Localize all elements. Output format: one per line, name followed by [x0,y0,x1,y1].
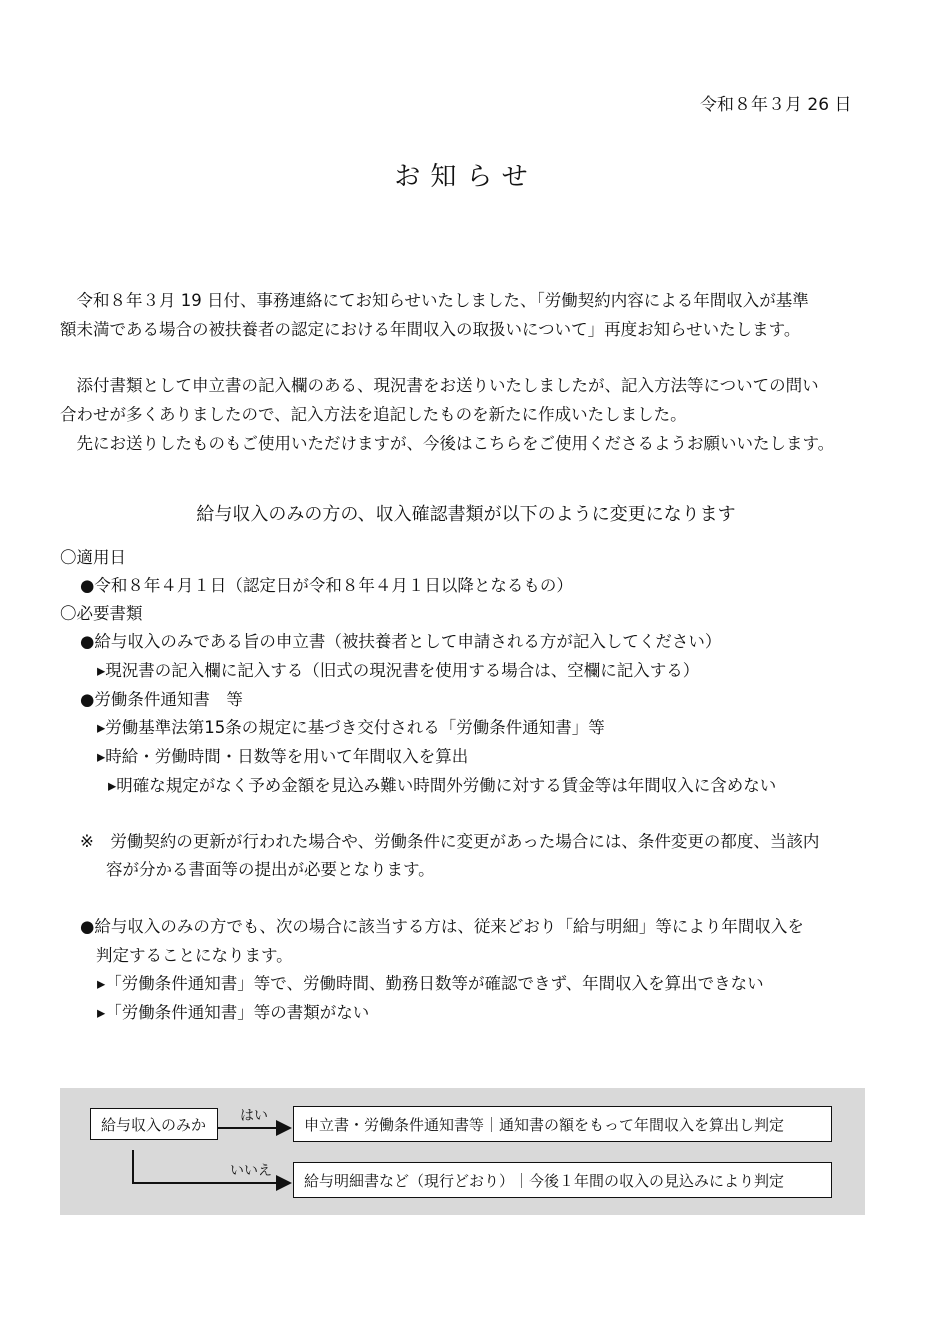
intro-paragraph-2-line: 合わせが多くありましたので、記入方法を追記したものを新たに作成いたしました。 [60,405,687,424]
exception-bullet-2: ▸「労働条件通知書」等の書類がない [97,1003,370,1022]
required-document-labor-notice: ●労働条件通知書 等 [80,690,243,709]
flowchart-yes-label: はい [240,1108,268,1124]
labor-notice-exclusion: ▸明確な規定がなく予め金額を見込み難い時間外労働に対する賃金等は年間収入に含めない [108,776,777,795]
flowchart-yes-result-box [293,1106,832,1142]
exception-line-2: 判定することになります。 [96,946,293,965]
flowchart-question-text: 給与収入のみか [101,1115,207,1134]
flowchart-no-result-text: 給与明細書など（現行どおり）｜今後１年間の収入の見込みにより判定 [304,1171,785,1190]
note-line-2: 容が分かる書面等の提出が必要となります。 [106,860,435,879]
required-documents-label: 〇必要書類 [60,604,143,623]
intro-paragraph-1-line: 令和８年３月 19 日付、事務連絡にてお知らせいたしました、「労働契約内容による年間収入が基準 [60,291,809,310]
effective-date-label: 〇適用日 [60,548,126,567]
flowchart-question-box [90,1108,218,1140]
document-date: 令和８年３月 26 日 [700,95,852,115]
document-title: お知らせ [394,162,538,192]
note-line-1: ※ 労働契約の更新が行われた場合や、労働条件に変更があった場合には、条件変更の都度、当該内 [80,832,820,851]
section-heading: 給与収入のみの方の、収入確認書類が以下のように変更になります [196,504,736,525]
required-document-declaration: ●給与収入のみである旨の申立書（被扶養者として申請される方が記入してください） [80,632,722,651]
exception-line-1: ●給与収入のみの方でも、次の場合に該当する方は、従来どおり「給与明細」等により年間収入を [80,917,804,936]
intro-paragraph-1-line: 額未満である場合の被扶養者の認定における年間収入の取扱いについて」再度お知らせいたします。 [60,320,801,339]
flowchart-no-result-box [293,1162,832,1198]
declaration-instruction: ▸現況書の記入欄に記入する（旧式の現況書を使用する場合は、空欄に記入する） [97,661,700,680]
exception-bullet-1: ▸「労働条件通知書」等で、労働時間、勤務日数等が確認できず、年間収入を算出できない [97,974,764,993]
intro-paragraph-2-line: 先にお送りしたものもご使用いただけますが、今後はこちらをご使用くださるようお願いいたします。 [60,434,835,453]
flowchart-yes-result-text: 申立書・労働条件通知書等｜通知書の額をもって年間収入を算出し判定 [304,1115,785,1134]
effective-date-value: ●令和８年４月１日（認定日が令和８年４月１日以降となるもの） [80,576,573,595]
labor-notice-detail: ▸労働基準法第15条の規定に基づき交付される「労働条件通知書」等 [97,718,605,737]
labor-notice-calculation: ▸時給・労働時間・日数等を用いて年間収入を算出 [97,747,469,766]
intro-paragraph-2-line: 添付書類として申立書の記入欄のある、現況書をお送りいたしましたが、記入方法等についての問い [60,376,819,395]
flowchart-no-label: いいえ [230,1163,272,1179]
